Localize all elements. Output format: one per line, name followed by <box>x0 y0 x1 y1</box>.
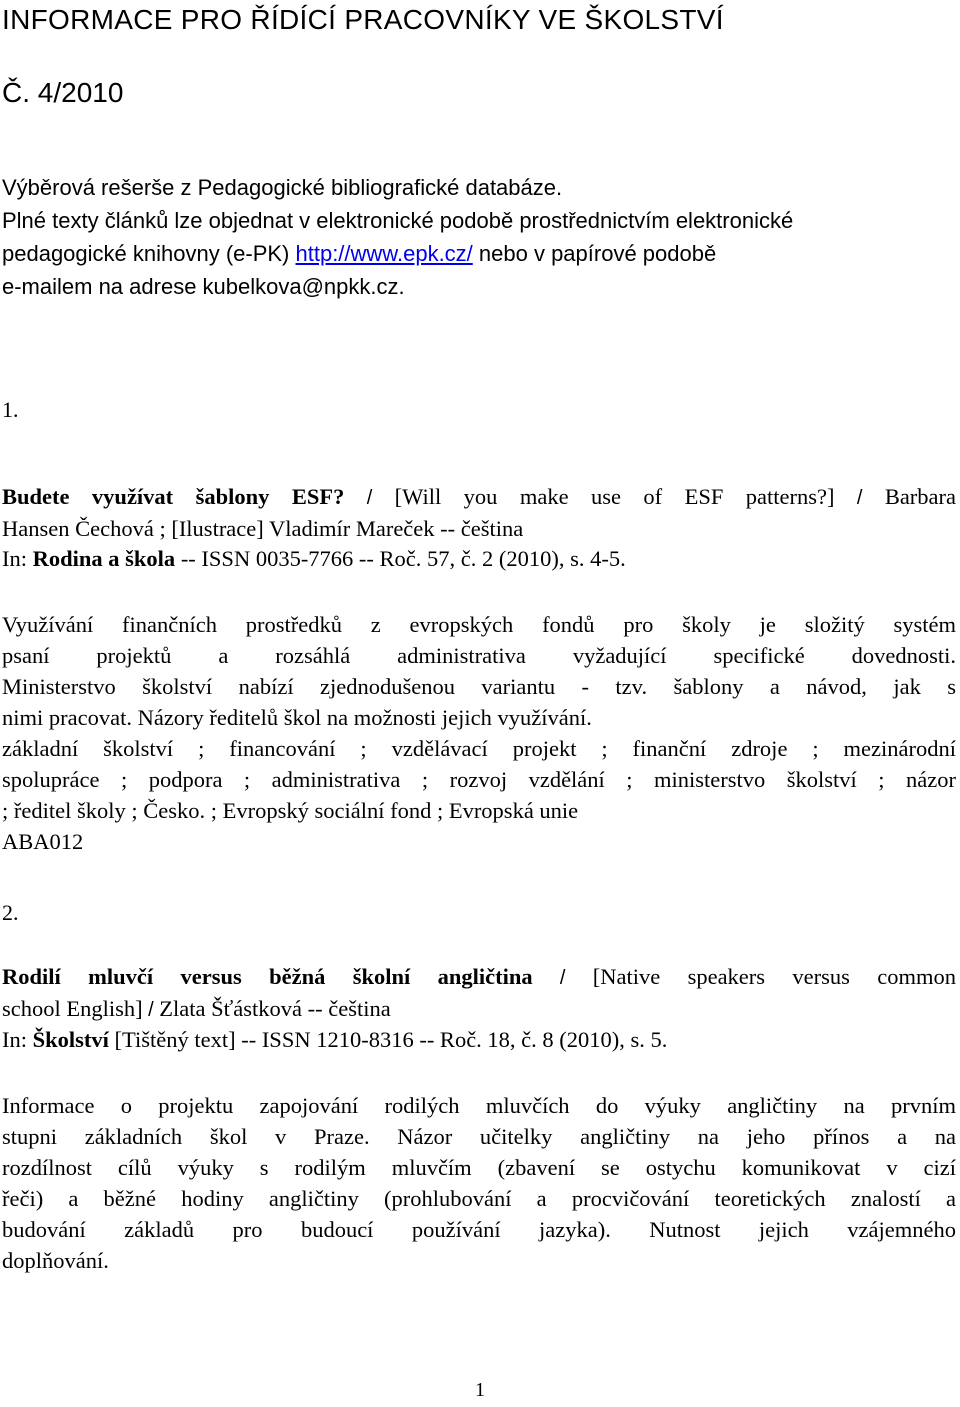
author: Zlata Šťástková -- čeština <box>159 995 391 1021</box>
entry-citation <box>2 962 956 1056</box>
abstract-line: psaní projektů a rozsáhlá administrativa vyžadující specifické dovednosti. <box>2 643 956 668</box>
keywords-line: spolupráce ; podpora ; administrativa ; rozvoj vzdělání ; ministerstvo školství ; názor <box>2 767 956 792</box>
source-line <box>2 1025 956 1056</box>
source-prefix: In: <box>2 546 33 571</box>
abstract-line: Ministerstvo školství nabízí zjednodušenou variantu - tzv. šablony a návod, jak s <box>2 674 956 699</box>
source-name: Školství <box>32 1027 109 1052</box>
translated-title: [Will you make use of ESF patterns?] <box>394 484 835 509</box>
separator: / <box>344 487 395 509</box>
separator: / <box>532 967 593 989</box>
entry-title: Rodilí mluvčí versus běžná školní angličtina <box>2 964 533 989</box>
page-title: INFORMACE PRO ŘÍDÍCÍ PRACOVNÍKY VE ŠKOLSTVÍ <box>2 4 724 35</box>
separator: / <box>834 487 885 509</box>
intro-line: Plné texty článků lze objednat v elektronické podobě prostřednictvím elektronické <box>2 208 794 233</box>
epk-link[interactable]: http://www.epk.cz/ <box>295 241 473 266</box>
author: Barbara <box>884 484 957 509</box>
abstract-line: stupni základních škol v Praze. Názor učitelky angličtiny na jeho přínos a na <box>2 1124 956 1149</box>
citation-line: Hansen Čechová ; [Ilustrace] Vladimír Mareček -- čeština <box>2 515 524 541</box>
abstract-line: rozdílnost cílů výuky s rodilým mluvčím (zbavení se ostychu komunikovat v cizí <box>2 1155 956 1180</box>
abstract-line: Využívání finančních prostředků z evropských fondů pro školy je složitý systém <box>2 612 956 637</box>
keywords-line: ; ředitel školy ; Česko. ; Evropský sociální fond ; Evropská unie <box>2 798 579 823</box>
translated-title: school English] <box>2 995 143 1021</box>
entry-number: 1. <box>2 397 19 422</box>
source-details: -- ISSN 0035-7766 -- Roč. 57, č. 2 (2010), s. 4-5. <box>175 546 626 571</box>
issue-number: Č. 4/2010 <box>2 77 124 108</box>
entry-citation <box>2 482 956 575</box>
intro-text: pedagogické knihovny (e-PK) <box>2 241 296 266</box>
citation-line <box>2 994 956 1026</box>
entry-abstract <box>2 609 956 857</box>
source-line <box>2 544 956 575</box>
intro-line <box>2 237 942 270</box>
keywords-line: základní školství ; financování ; vzdělávací projekt ; finanční zdroje ; mezinárodní <box>2 736 956 761</box>
page-number: 1 <box>475 1379 485 1401</box>
citation-line <box>2 962 956 994</box>
translated-title: [Native speakers versus common <box>592 964 956 989</box>
source-details: [Tištěný text] -- ISSN 1210-8316 -- Roč. 18, č. 8 (2010), s. 5. <box>108 1027 668 1052</box>
intro-line: Výběrová rešerše z Pedagogické bibliografické databáze. <box>2 175 563 200</box>
abstract-line: doplňování. <box>2 1248 109 1273</box>
entry-number: 2. <box>2 900 19 925</box>
intro-line: e-mailem na adrese kubelkova@npkk.cz. <box>2 274 405 299</box>
abstract-line: budování základů pro budoucí používání jazyka). Nutnost jejich vzájemného <box>2 1217 956 1242</box>
abstract-line: Informace o projektu zapojování rodilých mluvčích do výuky angličtiny na prvním <box>2 1093 956 1118</box>
entry-abstract <box>2 1090 956 1276</box>
entry-code: ABA012 <box>2 829 84 854</box>
entry-title: Budete využívat šablony ESF? <box>2 484 345 509</box>
separator: / <box>142 998 160 1021</box>
abstract-line: nimi pracovat. Názory ředitelů škol na možnosti jejich využívání. <box>2 705 592 730</box>
citation-line <box>2 482 956 514</box>
source-name: Rodina a škola <box>32 546 176 571</box>
intro-text: nebo v papírové podobě <box>472 241 717 266</box>
intro-paragraph <box>2 171 942 303</box>
abstract-line: řeči) a běžné hodiny angličtiny (prohlubování a procvičování teoretických znalostí a <box>2 1186 956 1211</box>
source-prefix: In: <box>2 1027 33 1052</box>
